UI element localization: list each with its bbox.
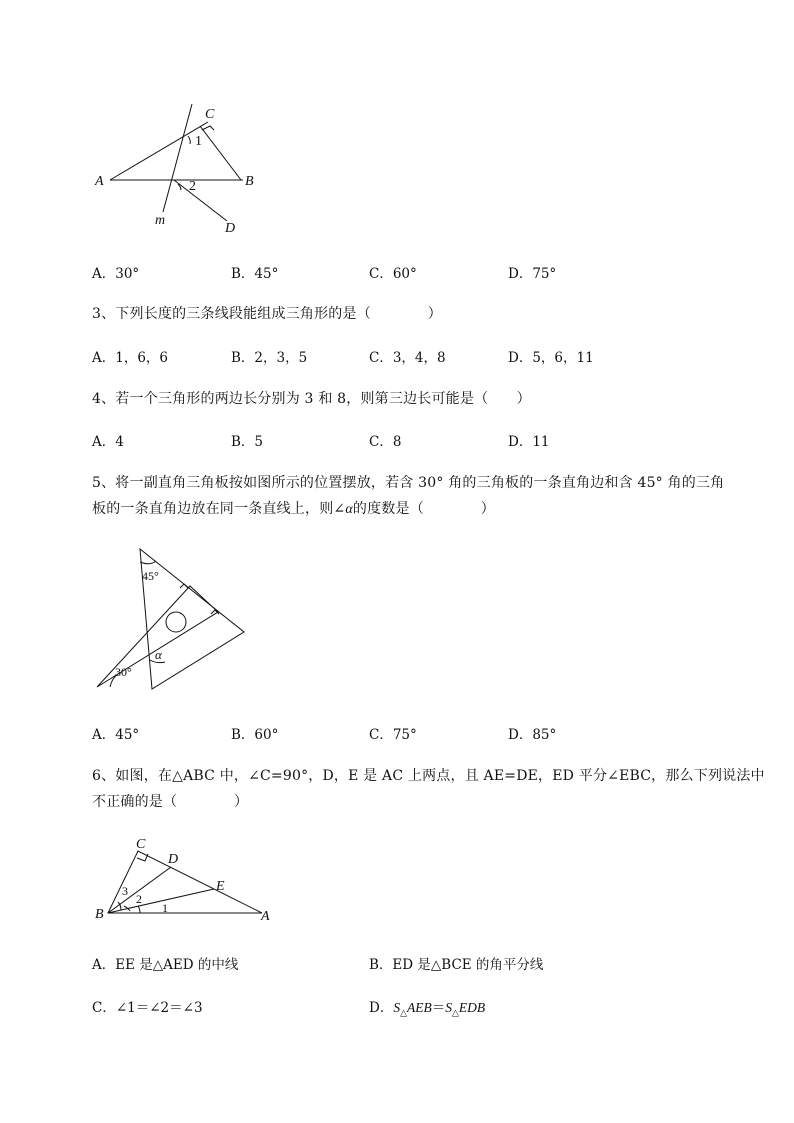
q6-option-a[interactable]: A．EE 是△AED 的中线	[92, 957, 239, 973]
label-D: D	[225, 221, 236, 236]
label-C: C	[136, 837, 146, 852]
q6-option-d-sub1: △	[400, 1008, 407, 1019]
label-C: C	[205, 107, 215, 122]
segment-AC	[110, 122, 208, 180]
angle-3-label: 3	[122, 884, 128, 898]
angle-2-label: 2	[189, 179, 196, 194]
label-D: D	[168, 852, 179, 867]
q4-option-a[interactable]: A．4	[92, 434, 124, 450]
figure-1	[90, 98, 270, 238]
right-angle-mark	[202, 126, 214, 130]
figure-q6-triangle	[92, 833, 282, 925]
q5-alpha: α	[345, 502, 353, 517]
angle-45-label: 45°	[142, 569, 159, 583]
q2-option-b[interactable]: B．45°	[231, 266, 279, 282]
segment-CD	[200, 126, 241, 180]
q3-option-d[interactable]: D．5，6，11	[508, 350, 594, 366]
q4-stem: 4、若一个三角形的两边长分别为 3 和 8，则第三边长可能是（ ）	[92, 391, 531, 407]
q3-option-a[interactable]: A．1，6，6	[92, 350, 169, 366]
q4-option-b[interactable]: B．5	[231, 434, 264, 450]
label-A: A	[261, 909, 270, 924]
q6-option-b[interactable]: B．ED 是△BCE 的角平分线	[369, 957, 544, 973]
angle-2-label: 2	[136, 892, 142, 906]
q2-option-a[interactable]: A．30°	[92, 266, 140, 282]
angle-1-label: 1	[162, 901, 168, 915]
q3-stem: 3、下列长度的三条线段能组成三角形的是（ ）	[92, 306, 442, 322]
segment-BD	[174, 180, 227, 221]
q5-option-a[interactable]: A．45°	[92, 727, 140, 743]
triangle-ABC	[108, 851, 262, 913]
set-square-hole	[166, 612, 186, 632]
q6-option-d-eq: ＝	[431, 1000, 446, 1016]
label-B: B	[245, 174, 254, 189]
q2-option-c[interactable]: C．60°	[369, 266, 417, 282]
q6-stem-line2: 不正确的是（ ）	[92, 794, 249, 810]
q6-option-d-sub2: △	[452, 1008, 459, 1019]
q5-stem-line2	[92, 498, 495, 518]
q6-option-d-t2: EDB	[458, 1000, 486, 1015]
label-E: E	[216, 879, 225, 894]
q4-option-d[interactable]: D．11	[508, 434, 550, 450]
q5-option-c[interactable]: C．75°	[369, 727, 417, 743]
q5-option-d[interactable]: D．85°	[508, 727, 557, 743]
q5-stem-line2-b: 的度数是（ ）	[352, 501, 495, 517]
label-m: m	[155, 213, 166, 228]
q6-stem-line1: 6、如图，在△ABC 中，∠C=90°，D，E 是 AC 上两点，且 AE=DE，ED 平分∠EBC，那么下列说法中	[92, 768, 765, 784]
q3-option-b[interactable]: B．2，3，5	[231, 350, 308, 366]
q6-option-d[interactable]	[369, 996, 485, 1019]
angle-alpha-label: α	[155, 647, 162, 662]
q5-stem-line2-a: 板的一条直角边放在同一条直线上，则∠	[92, 501, 346, 517]
q6-option-c[interactable]: C．∠1＝∠2＝∠3	[92, 1000, 203, 1016]
q6-option-d-s2: S	[445, 1000, 452, 1015]
q6-option-d-prefix: D．	[369, 1000, 394, 1016]
q4-option-c[interactable]: C．8	[369, 434, 402, 450]
figure-q5-set-squares	[92, 545, 252, 693]
angle-1-label: 1	[195, 134, 202, 149]
q5-stem-line1: 5、将一副直角三角板按如图所示的位置摆放，若含 30° 角的三角板的一条直角边和含 45° 角的三角	[92, 475, 725, 491]
q3-option-c[interactable]: C．3，4，8	[369, 350, 446, 366]
line-m	[163, 104, 192, 212]
label-A: A	[95, 174, 104, 189]
label-B: B	[95, 907, 104, 922]
q2-option-d[interactable]: D．75°	[508, 266, 557, 282]
angle-30-label: 30°	[115, 665, 132, 679]
q5-option-b[interactable]: B．60°	[231, 727, 279, 743]
q6-option-d-t1: AEB	[407, 1000, 432, 1015]
q6-option-d-s1: S	[393, 1000, 401, 1015]
